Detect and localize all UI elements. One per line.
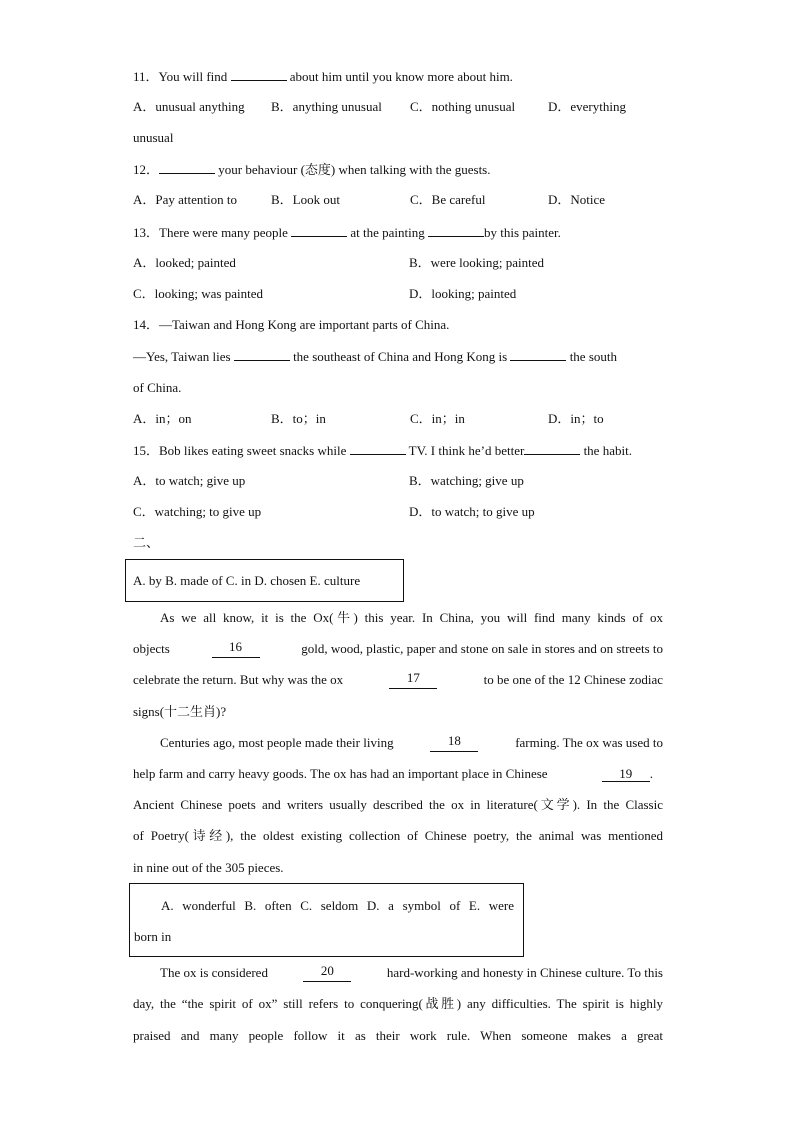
q15-blank-2[interactable]	[524, 441, 580, 455]
q15-text-c: the habit.	[583, 443, 632, 458]
q13-option-b[interactable]: B．were looking; painted	[409, 255, 545, 270]
passage-p3-line-1	[160, 964, 663, 982]
p2-text-period: .	[649, 766, 653, 781]
q15-option-d[interactable]: D．to watch; to give up	[409, 504, 535, 519]
q13-option-a[interactable]: A．looked; painted	[133, 255, 236, 270]
q13-option-d[interactable]: D．looking; painted	[409, 286, 517, 301]
question-15-stem	[133, 441, 632, 460]
q11-blank[interactable]	[231, 67, 287, 81]
passage-p2-line-3: Ancient Chinese poets and writers usually described the ox in literature(文学). In the Classic	[133, 797, 663, 812]
question-13-stem	[133, 223, 561, 242]
passage-p2-line-5: in nine out of the 305 pieces.	[133, 860, 284, 875]
passage-p3-line-3: praised and many people follow it as their work rule. When someone makes a great	[133, 1028, 663, 1043]
passage-p1-line-3	[133, 671, 663, 689]
p2-text-centuries: Centuries ago, most people made their living	[160, 735, 394, 750]
q15-option-c[interactable]: C．watching; to give up	[133, 504, 262, 519]
word-bank-box-2	[129, 883, 524, 957]
q11-option-c[interactable]: C．nothing unusual	[410, 99, 516, 114]
word-bank-box-1	[125, 559, 404, 602]
question-12-stem	[133, 160, 491, 179]
p3-text-hardworking: hard-working and honesty in Chinese culture. To this	[386, 965, 663, 980]
passage-p1-line-1: As we all know, it is the Ox(牛) this year. In China, you will find many kinds of ox	[160, 610, 663, 625]
question-14-line-2	[133, 347, 617, 366]
q12-option-d[interactable]: D．Notice	[548, 192, 606, 207]
q14-option-d[interactable]: D．in；to	[548, 411, 604, 426]
q14-option-a[interactable]: A．in；on	[133, 411, 192, 426]
q13-blank-1[interactable]	[291, 223, 347, 237]
word-bank-1-text: A. by B. made of C. in D. chosen E. culture	[133, 573, 361, 588]
p1-text-zodiac: to be one of the 12 Chinese zodiac	[483, 672, 663, 687]
p1-text-celebrate: celebrate the return. But why was the ox	[133, 672, 344, 687]
p2-text-farming: farming. The ox was used to	[515, 735, 663, 750]
passage-p1-line-4: signs(十二生肖)?	[133, 704, 227, 719]
p1-text-objects: objects	[133, 641, 170, 656]
q11-option-a[interactable]: A．unusual anything	[133, 99, 245, 114]
q12-option-b[interactable]: B．Look out	[271, 192, 340, 207]
q14-option-c[interactable]: C．in；in	[410, 411, 465, 426]
q15-blank-1[interactable]	[350, 441, 406, 455]
q15-option-b[interactable]: B．watching; give up	[409, 473, 524, 488]
p2-text-help: help farm and carry heavy goods. The ox has had an important place in Chinese	[133, 766, 548, 781]
q11-text-a: 11．You will find	[133, 69, 228, 84]
question-14-line-3: of China.	[133, 380, 182, 395]
q15-text-b: TV. I think he’d better	[408, 443, 525, 458]
q15-option-a[interactable]: A．to watch; give up	[133, 473, 246, 488]
q14-text-c: the south	[569, 349, 617, 364]
q15-text-a: 15．Bob likes eating sweet snacks while	[133, 443, 347, 458]
q14-text-a: —Yes, Taiwan lies	[133, 349, 231, 364]
word-bank-2-line-1: A. wonderful B. often C. seldom D. a symbol of E. were	[161, 898, 514, 913]
q14-text-b: the southeast of China and Hong Kong is	[293, 349, 508, 364]
passage-p2-line-1	[160, 734, 663, 752]
passage-p1-line-2	[133, 640, 663, 658]
word-bank-2-line-2: born in	[134, 929, 172, 944]
passage-p3-line-2: day, the “the spirit of ox” still refers to conquering(战胜) any difficulties. The spirit is highly	[133, 996, 663, 1011]
passage-p2-line-2	[133, 765, 653, 783]
blank-19[interactable]: 19	[602, 767, 650, 782]
q13-text-b: at the painting	[350, 225, 425, 240]
question-11-stem	[133, 67, 513, 86]
blank-18[interactable]: 18	[430, 734, 478, 752]
q13-blank-2[interactable]	[428, 223, 484, 237]
passage-p2-line-4: of Poetry(诗经), the oldest existing collection of Chinese poetry, the animal was mentioned	[133, 828, 663, 843]
blank-17[interactable]: 17	[389, 671, 437, 689]
blank-16[interactable]: 16	[212, 640, 260, 658]
q13-text-a: 13．There were many people	[133, 225, 288, 240]
q14-blank-1[interactable]	[234, 347, 290, 361]
q11-option-wrap: unusual	[133, 130, 174, 145]
p1-text-gold: gold, wood, plastic, paper and stone on sale in stores and on streets to	[301, 641, 663, 656]
q12-option-c[interactable]: C．Be careful	[410, 192, 486, 207]
q14-blank-2[interactable]	[510, 347, 566, 361]
question-14-line-1: 14．—Taiwan and Hong Kong are important parts of China.	[133, 317, 450, 332]
q12-blank[interactable]	[159, 160, 215, 174]
q12-text-b: your behaviour (态度) when talking with the guests.	[218, 162, 491, 177]
q13-text-c: by this painter.	[483, 225, 561, 240]
q11-option-b[interactable]: B．anything unusual	[271, 99, 382, 114]
q12-text-a: 12．	[133, 162, 160, 177]
q11-text-b: about him until you know more about him.	[289, 69, 513, 84]
q11-option-d[interactable]: D．everything	[548, 99, 626, 114]
q14-option-b[interactable]: B．to；in	[271, 411, 326, 426]
q13-option-c[interactable]: C．looking; was painted	[133, 286, 263, 301]
section-2-heading: 二、	[133, 535, 160, 550]
q12-option-a[interactable]: A．Pay attention to	[133, 192, 237, 207]
p3-text-considered: The ox is considered	[160, 965, 268, 980]
blank-20[interactable]: 20	[303, 964, 351, 982]
